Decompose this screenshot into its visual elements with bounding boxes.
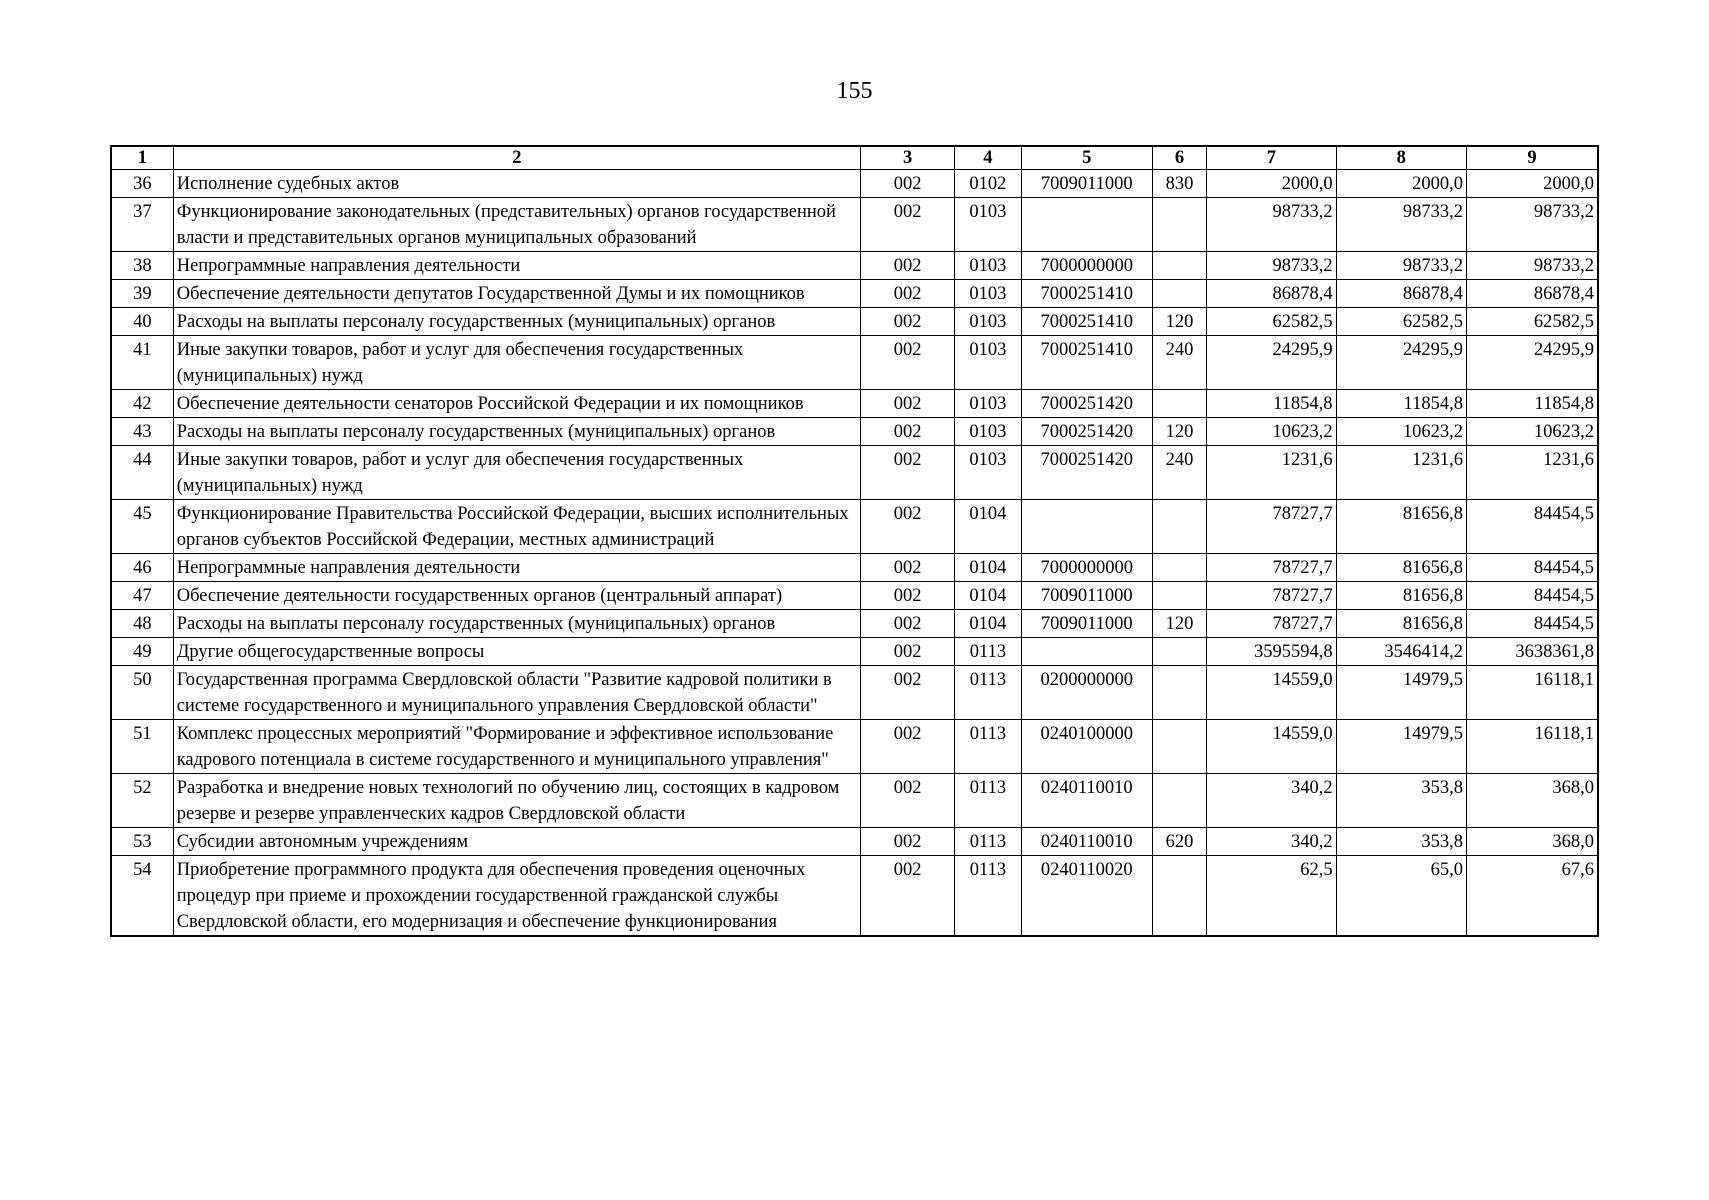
amount-col8-cell: 10623,2: [1336, 418, 1466, 446]
row-number-cell: 46: [111, 554, 173, 582]
section-code-cell: 0104: [955, 554, 1021, 582]
expense-type-cell: [1152, 720, 1206, 774]
header-row: [111, 146, 1598, 170]
ministry-code-cell: 002: [861, 554, 955, 582]
row-number-cell: 41: [111, 336, 173, 390]
section-code-cell: 0113: [955, 720, 1021, 774]
ministry-code-cell: 002: [861, 856, 955, 937]
expense-type-cell: 620: [1152, 828, 1206, 856]
row-number-cell: 39: [111, 280, 173, 308]
amount-col7-cell: 1231,6: [1207, 446, 1336, 500]
section-code-cell: 0103: [955, 418, 1021, 446]
amount-col9-cell: 84454,5: [1467, 610, 1599, 638]
amount-col7-cell: 78727,7: [1207, 582, 1336, 610]
target-code-cell: 0240110020: [1021, 856, 1152, 937]
table-row: [111, 610, 1598, 638]
table-row: [111, 170, 1598, 198]
amount-col7-cell: 62,5: [1207, 856, 1336, 937]
ministry-code-cell: 002: [861, 828, 955, 856]
amount-col7-cell: 98733,2: [1207, 252, 1336, 280]
amount-col9-cell: 84454,5: [1467, 554, 1599, 582]
ministry-code-cell: 002: [861, 280, 955, 308]
ministry-code-cell: 002: [861, 390, 955, 418]
amount-col8-cell: 81656,8: [1336, 582, 1466, 610]
amount-col9-cell: 16118,1: [1467, 666, 1599, 720]
target-code-cell: 7000251410: [1021, 280, 1152, 308]
row-number-cell: 54: [111, 856, 173, 937]
expense-type-cell: [1152, 582, 1206, 610]
item-name-cell: Обеспечение деятельности государственных органов (центральный аппарат): [173, 582, 860, 610]
target-code-cell: 7009011000: [1021, 170, 1152, 198]
table-body: [111, 170, 1598, 937]
expense-type-cell: 240: [1152, 336, 1206, 390]
header-expense-type: 6: [1152, 146, 1206, 170]
row-number-cell: 44: [111, 446, 173, 500]
amount-col7-cell: 14559,0: [1207, 666, 1336, 720]
amount-col9-cell: 98733,2: [1467, 198, 1599, 252]
item-name-cell: Непрограммные направления деятельности: [173, 554, 860, 582]
target-code-cell: 7009011000: [1021, 610, 1152, 638]
target-code-cell: 7000251410: [1021, 336, 1152, 390]
section-code-cell: 0113: [955, 774, 1021, 828]
item-name-cell: Государственная программа Свердловской области "Развитие кадровой политики в системе государственного и муниципального управления Свердловской области": [173, 666, 860, 720]
section-code-cell: 0113: [955, 638, 1021, 666]
amount-col9-cell: 24295,9: [1467, 336, 1599, 390]
table-row: [111, 390, 1598, 418]
amount-col8-cell: 81656,8: [1336, 610, 1466, 638]
target-code-cell: 0240110010: [1021, 828, 1152, 856]
row-number-cell: 48: [111, 610, 173, 638]
ministry-code-cell: 002: [861, 170, 955, 198]
expense-type-cell: 830: [1152, 170, 1206, 198]
expense-type-cell: [1152, 856, 1206, 937]
item-name-cell: Функционирование Правительства Российской Федерации, высших исполнительных органов субъектов Российской Федерации, местных администраций: [173, 500, 860, 554]
amount-col7-cell: 10623,2: [1207, 418, 1336, 446]
expense-type-cell: 120: [1152, 610, 1206, 638]
section-code-cell: 0113: [955, 828, 1021, 856]
amount-col8-cell: 353,8: [1336, 774, 1466, 828]
ministry-code-cell: 002: [861, 666, 955, 720]
item-name-cell: Другие общегосударственные вопросы: [173, 638, 860, 666]
expense-type-cell: 120: [1152, 308, 1206, 336]
amount-col9-cell: 3638361,8: [1467, 638, 1599, 666]
budget-table: [110, 145, 1599, 937]
expense-type-cell: [1152, 500, 1206, 554]
row-number-cell: 52: [111, 774, 173, 828]
section-code-cell: 0113: [955, 666, 1021, 720]
table-row: [111, 308, 1598, 336]
amount-col9-cell: 67,6: [1467, 856, 1599, 937]
header-ministry-code: 3: [861, 146, 955, 170]
row-number-cell: 51: [111, 720, 173, 774]
amount-col9-cell: 368,0: [1467, 828, 1599, 856]
table-row: [111, 638, 1598, 666]
table-row: [111, 418, 1598, 446]
row-number-cell: 43: [111, 418, 173, 446]
amount-col9-cell: 98733,2: [1467, 252, 1599, 280]
amount-col8-cell: 86878,4: [1336, 280, 1466, 308]
section-code-cell: 0104: [955, 582, 1021, 610]
amount-col7-cell: 98733,2: [1207, 198, 1336, 252]
table-row: [111, 336, 1598, 390]
ministry-code-cell: 002: [861, 418, 955, 446]
section-code-cell: 0113: [955, 856, 1021, 937]
row-number-cell: 37: [111, 198, 173, 252]
section-code-cell: 0104: [955, 500, 1021, 554]
amount-col9-cell: 10623,2: [1467, 418, 1599, 446]
item-name-cell: Иные закупки товаров, работ и услуг для обеспечения государственных (муниципальных) нужд: [173, 446, 860, 500]
amount-col8-cell: 62582,5: [1336, 308, 1466, 336]
page-number: 155: [836, 78, 873, 104]
target-code-cell: 7000000000: [1021, 252, 1152, 280]
row-number-cell: 45: [111, 500, 173, 554]
amount-col7-cell: 3595594,8: [1207, 638, 1336, 666]
amount-col9-cell: 2000,0: [1467, 170, 1599, 198]
section-code-cell: 0103: [955, 308, 1021, 336]
amount-col7-cell: 11854,8: [1207, 390, 1336, 418]
expense-type-cell: [1152, 774, 1206, 828]
row-number-cell: 40: [111, 308, 173, 336]
amount-col8-cell: 98733,2: [1336, 198, 1466, 252]
target-code-cell: 7000000000: [1021, 554, 1152, 582]
amount-col8-cell: 98733,2: [1336, 252, 1466, 280]
expense-type-cell: [1152, 666, 1206, 720]
amount-col8-cell: 11854,8: [1336, 390, 1466, 418]
item-name-cell: Субсидии автономным учреждениям: [173, 828, 860, 856]
amount-col8-cell: 3546414,2: [1336, 638, 1466, 666]
item-name-cell: Комплекс процессных мероприятий "Формирование и эффективное использование кадрового потенциала в системе государственного и муниципального управления": [173, 720, 860, 774]
expense-type-cell: [1152, 390, 1206, 418]
item-name-cell: Исполнение судебных актов: [173, 170, 860, 198]
amount-col7-cell: 78727,7: [1207, 500, 1336, 554]
amount-col9-cell: 84454,5: [1467, 500, 1599, 554]
ministry-code-cell: 002: [861, 308, 955, 336]
item-name-cell: Расходы на выплаты персоналу государственных (муниципальных) органов: [173, 610, 860, 638]
target-code-cell: [1021, 638, 1152, 666]
amount-col9-cell: 1231,6: [1467, 446, 1599, 500]
amount-col9-cell: 16118,1: [1467, 720, 1599, 774]
ministry-code-cell: 002: [861, 774, 955, 828]
ministry-code-cell: 002: [861, 198, 955, 252]
table-row: [111, 198, 1598, 252]
row-number-cell: 38: [111, 252, 173, 280]
amount-col8-cell: 81656,8: [1336, 500, 1466, 554]
section-code-cell: 0104: [955, 610, 1021, 638]
section-code-cell: 0102: [955, 170, 1021, 198]
expense-type-cell: [1152, 198, 1206, 252]
row-number-cell: 47: [111, 582, 173, 610]
section-code-cell: 0103: [955, 446, 1021, 500]
table-row: [111, 582, 1598, 610]
amount-col9-cell: 62582,5: [1467, 308, 1599, 336]
target-code-cell: 7009011000: [1021, 582, 1152, 610]
amount-col8-cell: 14979,5: [1336, 720, 1466, 774]
header-section-code: 4: [955, 146, 1021, 170]
ministry-code-cell: 002: [861, 582, 955, 610]
target-code-cell: 7000251420: [1021, 418, 1152, 446]
table-row: [111, 720, 1598, 774]
ministry-code-cell: 002: [861, 500, 955, 554]
amount-col9-cell: 86878,4: [1467, 280, 1599, 308]
amount-col8-cell: 1231,6: [1336, 446, 1466, 500]
section-code-cell: 0103: [955, 280, 1021, 308]
amount-col9-cell: 84454,5: [1467, 582, 1599, 610]
item-name-cell: Расходы на выплаты персоналу государственных (муниципальных) органов: [173, 418, 860, 446]
amount-col7-cell: 24295,9: [1207, 336, 1336, 390]
amount-col7-cell: 340,2: [1207, 774, 1336, 828]
item-name-cell: Обеспечение деятельности депутатов Государственной Думы и их помощников: [173, 280, 860, 308]
ministry-code-cell: 002: [861, 336, 955, 390]
item-name-cell: Разработка и внедрение новых технологий по обучению лиц, состоящих в кадровом резерве и резерве управленческих кадров Свердловской области: [173, 774, 860, 828]
amount-col7-cell: 62582,5: [1207, 308, 1336, 336]
target-code-cell: 0200000000: [1021, 666, 1152, 720]
amount-col7-cell: 78727,7: [1207, 610, 1336, 638]
row-number-cell: 53: [111, 828, 173, 856]
item-name-cell: Расходы на выплаты персоналу государственных (муниципальных) органов: [173, 308, 860, 336]
amount-col7-cell: 14559,0: [1207, 720, 1336, 774]
item-name-cell: Функционирование законодательных (представительных) органов государственной власти и представительных органов муниципальных образований: [173, 198, 860, 252]
target-code-cell: 0240100000: [1021, 720, 1152, 774]
ministry-code-cell: 002: [861, 638, 955, 666]
table-row: [111, 554, 1598, 582]
table-row: [111, 252, 1598, 280]
expense-type-cell: [1152, 252, 1206, 280]
header-amount-col7: 7: [1207, 146, 1336, 170]
table-row: [111, 446, 1598, 500]
target-code-cell: 7000251420: [1021, 390, 1152, 418]
target-code-cell: [1021, 198, 1152, 252]
amount-col8-cell: 81656,8: [1336, 554, 1466, 582]
ministry-code-cell: 002: [861, 610, 955, 638]
ministry-code-cell: 002: [861, 446, 955, 500]
amount-col7-cell: 2000,0: [1207, 170, 1336, 198]
section-code-cell: 0103: [955, 252, 1021, 280]
table-row: [111, 280, 1598, 308]
ministry-code-cell: 002: [861, 720, 955, 774]
amount-col9-cell: 368,0: [1467, 774, 1599, 828]
item-name-cell: Иные закупки товаров, работ и услуг для обеспечения государственных (муниципальных) нужд: [173, 336, 860, 390]
target-code-cell: 7000251420: [1021, 446, 1152, 500]
amount-col7-cell: 86878,4: [1207, 280, 1336, 308]
target-code-cell: 0240110010: [1021, 774, 1152, 828]
expense-type-cell: 120: [1152, 418, 1206, 446]
ministry-code-cell: 002: [861, 252, 955, 280]
header-item-name: 2: [173, 146, 860, 170]
table-row: [111, 500, 1598, 554]
item-name-cell: Обеспечение деятельности сенаторов Российской Федерации и их помощников: [173, 390, 860, 418]
target-code-cell: 7000251410: [1021, 308, 1152, 336]
header-amount-col9: 9: [1467, 146, 1599, 170]
amount-col8-cell: 65,0: [1336, 856, 1466, 937]
section-code-cell: 0103: [955, 336, 1021, 390]
expense-type-cell: [1152, 554, 1206, 582]
amount-col8-cell: 2000,0: [1336, 170, 1466, 198]
item-name-cell: Приобретение программного продукта для обеспечения проведения оценочных процедур при приеме и прохождении государственной гражданской службы Свердловской области, его модернизация и обеспечение функционирования: [173, 856, 860, 937]
section-code-cell: 0103: [955, 390, 1021, 418]
expense-type-cell: [1152, 280, 1206, 308]
amount-col7-cell: 340,2: [1207, 828, 1336, 856]
row-number-cell: 50: [111, 666, 173, 720]
amount-col8-cell: 14979,5: [1336, 666, 1466, 720]
table-row: [111, 774, 1598, 828]
row-number-cell: 36: [111, 170, 173, 198]
item-name-cell: Непрограммные направления деятельности: [173, 252, 860, 280]
table-row: [111, 828, 1598, 856]
target-code-cell: [1021, 500, 1152, 554]
expense-type-cell: 240: [1152, 446, 1206, 500]
amount-col8-cell: 353,8: [1336, 828, 1466, 856]
amount-col9-cell: 11854,8: [1467, 390, 1599, 418]
header-amount-col8: 8: [1336, 146, 1466, 170]
expense-type-cell: [1152, 638, 1206, 666]
table-row: [111, 666, 1598, 720]
amount-col7-cell: 78727,7: [1207, 554, 1336, 582]
header-row-number: 1: [111, 146, 173, 170]
row-number-cell: 42: [111, 390, 173, 418]
header-target-code: 5: [1021, 146, 1152, 170]
amount-col8-cell: 24295,9: [1336, 336, 1466, 390]
table-row: [111, 856, 1598, 937]
row-number-cell: 49: [111, 638, 173, 666]
section-code-cell: 0103: [955, 198, 1021, 252]
